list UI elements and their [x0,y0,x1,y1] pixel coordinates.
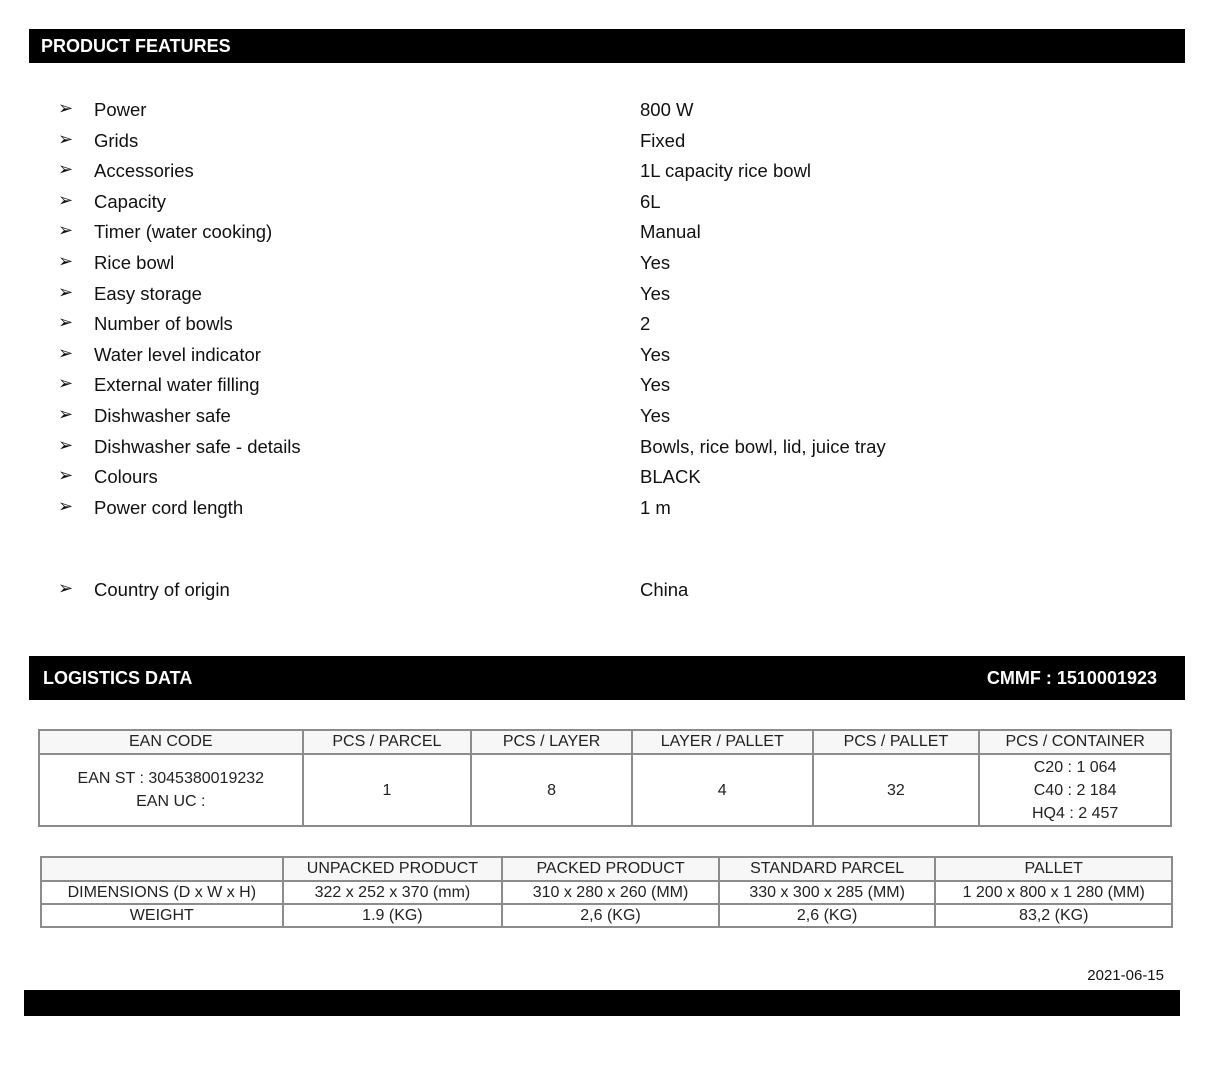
feature-label: Accessories [94,160,194,182]
feature-row [0,433,1214,464]
ean-st: EAN ST : 3045380019232 [77,770,265,787]
arrow-bullet-icon: ➢ [58,128,74,149]
table-header-row [41,857,1172,881]
column-header [41,857,283,881]
feature-value: Bowls, rice bowl, lid, juice tray [640,435,886,457]
feature-row [0,463,1214,494]
arrow-bullet-icon: ➢ [58,312,74,333]
feature-label: Rice bowl [94,251,175,273]
arrow-bullet-icon: ➢ [58,98,74,118]
table-row [41,881,1172,904]
feature-value: Fixed [640,129,686,151]
pcs-parcel-cell: 1 [303,754,472,826]
product-features-title: PRODUCT FEATURES [41,36,231,56]
row-label: WEIGHT [41,904,283,927]
feature-value: BLACK [640,466,701,488]
arrow-bullet-icon: ➢ [58,220,74,241]
feature-row [0,157,1214,188]
origin-row [0,576,1214,607]
feature-row [0,371,1214,402]
arrow-bullet-icon: ➢ [58,250,74,271]
feature-row [0,310,1214,341]
ean-table [38,729,1172,827]
feature-value: Yes [640,343,671,365]
column-header: STANDARD PARCEL [719,857,936,881]
feature-row [0,576,1214,607]
feature-label: Grids [94,129,139,151]
table-row [41,904,1172,927]
column-header: PCS / CONTAINER [979,730,1171,754]
feature-value: Yes [640,374,671,396]
feature-label: Power [94,99,147,120]
origin-value: China [640,579,689,600]
feature-label: Capacity [94,190,166,212]
feature-label: Number of bowls [94,313,233,335]
ean-codes-cell [39,754,303,826]
column-header: PCS / PARCEL [303,730,472,754]
feature-value: 6L [640,190,661,212]
column-header: EAN CODE [39,730,303,754]
table-row [39,754,1171,826]
feature-value: Yes [640,404,671,426]
table-cell: 322 x 252 x 370 (mm) [283,881,503,904]
feature-value: 800 W [640,99,694,120]
column-header: PCS / LAYER [471,730,632,754]
footer-bar [24,990,1180,1016]
table-cell: 310 x 280 x 260 (MM) [502,881,719,904]
feature-value: Yes [640,251,671,273]
column-header: PACKED PRODUCT [502,857,719,881]
feature-row [0,402,1214,433]
table-cell: 1 200 x 800 x 1 280 (MM) [935,881,1172,904]
table-cell: 2,6 (KG) [502,904,719,927]
container-hq4: HQ4 : 2 457 [1031,804,1119,822]
feature-row [0,218,1214,249]
feature-label: Dishwasher safe [94,404,231,426]
feature-value: 1L capacity rice bowl [640,160,812,182]
feature-row [0,280,1214,311]
arrow-bullet-icon: ➢ [58,465,74,486]
arrow-bullet-icon: ➢ [58,373,74,394]
table-cell: 83,2 (KG) [935,904,1172,927]
feature-label: Water level indicator [94,343,261,365]
feature-row [0,249,1214,280]
arrow-bullet-icon: ➢ [58,578,74,598]
pcs-layer-cell: 8 [471,754,632,826]
pcs-pallet-cell: 32 [813,754,980,826]
origin-label: Country of origin [94,579,230,600]
row-label: DIMENSIONS (D x W x H) [41,881,283,904]
column-header: LAYER / PALLET [632,730,813,754]
feature-row [0,494,1214,525]
feature-value: Manual [640,221,701,243]
feature-value: Yes [640,282,671,304]
arrow-bullet-icon: ➢ [58,281,74,302]
product-features-header [29,29,1185,63]
feature-label: Easy storage [94,282,202,304]
ean-uc: EAN UC : [136,793,206,810]
feature-label: Timer (water cooking) [94,221,273,243]
features-list [0,96,1214,524]
logistics-title: LOGISTICS DATA [43,668,193,688]
arrow-bullet-icon: ➢ [58,159,74,180]
layer-pallet-cell: 4 [632,754,813,826]
feature-label: Dishwasher safe - details [94,435,301,457]
dimensions-table [40,856,1173,928]
pcs-container-cell [979,754,1171,826]
arrow-bullet-icon: ➢ [58,189,74,210]
container-c20: C20 : 1 064 [1033,758,1117,776]
feature-row [0,188,1214,219]
arrow-bullet-icon: ➢ [58,495,74,516]
feature-label: External water filling [94,374,260,396]
table-cell: 330 x 300 x 285 (MM) [719,881,936,904]
logistics-data-header [29,656,1185,700]
feature-label: Power cord length [94,496,244,518]
table-cell: 2,6 (KG) [719,904,936,927]
column-header: UNPACKED PRODUCT [283,857,503,881]
column-header: PALLET [935,857,1172,881]
feature-row [0,341,1214,372]
document-date: 2021-06-15 [1087,967,1164,984]
feature-label: Colours [94,466,158,488]
arrow-bullet-icon: ➢ [58,434,74,455]
table-cell: 1.9 (KG) [283,904,503,927]
table-header-row [39,730,1171,754]
feature-row [0,96,1214,127]
arrow-bullet-icon: ➢ [58,403,74,424]
arrow-bullet-icon: ➢ [58,342,74,363]
feature-value: 2 [640,313,651,335]
column-header: PCS / PALLET [813,730,980,754]
feature-row [0,127,1214,158]
container-c40: C40 : 2 184 [1033,781,1117,799]
feature-value: 1 m [640,496,671,518]
cmmf-code: CMMF : 1510001923 [986,668,1157,688]
